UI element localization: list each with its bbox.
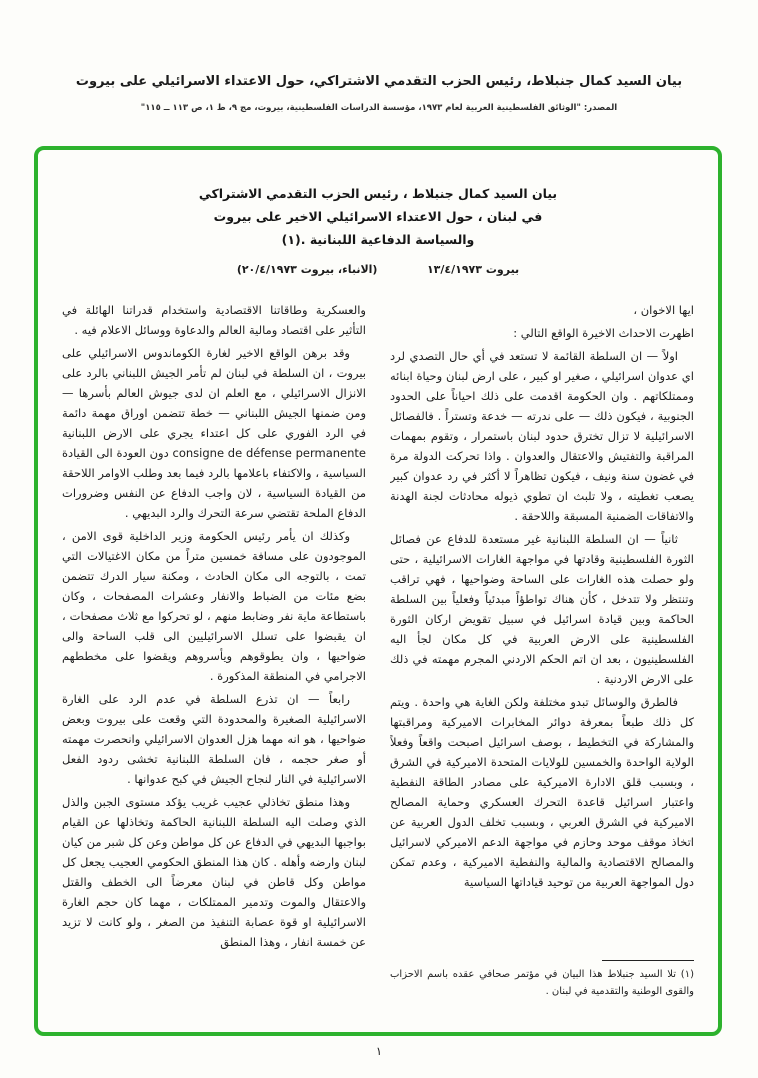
- paragraph: ثانياً — ان السلطة اللبنانية غير مستعدة للدفاع عن فصائل الثورة الفلسطينية وقادتها في مواجهة الغارات الاسرائيلية ، حتى ولو حصلت هذه الغارات على الساحة وضواحيها ، فهي تراقب وتنتظر ولا تتدخل ، كأن هناك تواطؤاً مبدئياً وفعلياً بين السلطة الحاكمة وبين قيادة اسرائيل في سبيل تقويض اركان الثورة الفلسطينية على الارض العربية في كل مكان لجأ اليه الفلسطينيون ، بعد ان اتم الحكم الاردني المجرم مهمته في ذلك على الارض الاردنية .: [390, 532, 694, 687]
- paragraph: رابعاً — ان تذرع السلطة في عدم الرد على الغارة الاسرائيلية الصغيرة والمحدودة التي وقعت على بيروت وبعض ضواحيها ، هو انه مهما هزل العدوان الاسرائيلي وانحصرت مهمته أو صغر حجمه ، فان السلطة اللبنانية تخشى ردود الفعل الاسرائيلية في النار لنجاح الجيش في كبح عدوانها .: [62, 692, 366, 787]
- column-right: [390, 300, 694, 1000]
- paragraph: اظهرت الاحداث الاخيرة الواقع التالي :: [513, 326, 694, 341]
- paragraph: اولاً — ان السلطة القائمة لا تستعد في أي حال التصدي لرد اي عدوان اسرائيلي ، صغير او كبير ، على ارض لبنان وحياة ابنائه وممتلكاتهم . وان الحكومة اقدمت على ذلك احياناً على الحدود الجنوبية ، فيكون ذلك — على ندرته — خدعة وتستراً . فالفصائل الاسرائيلية لا تزال تخترق حدود لبنان باستمرار ، وتقوم بمهمات المراقبة والتفتيش والاعتقال والعدوان . واذا تحركت الدولة مرة في غضون سنة ونيف ، فيكون تظاهراً لا أكثر في رد عدوان كبير يصعب تغطيته ، ولا تلبث ان تطوي ذيوله محادثات لجنة الهدنة والاتفاقات الضمنية المسبقة واللاحقة .: [390, 349, 694, 524]
- source-citation-line: المصدر: "الوثائق الفلسطينية العربية لعام ١٩٧٣، مؤسسة الدراسات الفلسطينية، بيروت، مج ٩، ط ١، ص ١١٣ ــ ١١٥": [140, 103, 618, 113]
- paragraph: والعسكرية وطاقاتنا الاقتصادية واستخدام قدراتنا الهائلة في التأثير على اقتصاد ومالية العالم والدعاوة ووسائل الاعلام فيه .: [62, 303, 366, 338]
- document-title-line-3: والسياسة الدفاعية اللبنانية .(١): [281, 232, 475, 248]
- document-green-frame: [34, 146, 722, 1036]
- paragraph: وهذا منطق تخاذلي عجيب غريب يؤكد مستوى الجبن والذل الذي وصلت اليه السلطة اللبنانية الحاكمة وتخاذلها عن القيام بواجبها البديهي في الدفاع عن كل مواطن وعن كل شبر من كيان لبنان وارضه وأهله . كان هذا المنطق الحكومي العجيب يجعل كل مواطن وكل قاطن في لبنان معرضاً الى الخطف والقتل والاعتقال والموت وتدمير الممتلكات ، مهما كان حجم الغارة الاسرائيلية او قوة عصابة التنفيذ من الصغر ، ولو كانت لا تزيد عن خمسة انفار ، وهذا المنطق: [62, 795, 366, 950]
- dateline: [62, 263, 694, 276]
- footnote-text: (١) تلا السيد جنبلاط هذا البيان في مؤتمر صحافي عقده باسم الاحزاب والقوى الوطنية والتقدمية في لبنان .: [390, 969, 694, 997]
- paragraph: فالطرق والوسائل تبدو مختلفة ولكن الغاية هي واحدة . ويتم كل ذلك طبعاً بمعرفة دوائر المخابرات الاميركية ومراقبتها والمشاركة في التخطيط ، بوصف اسرائيل اصبحت واقعاً وفعلاً الولاية الواحدة والخمسين للولايات المتحدة الاميركية في الشرق ، وبسبب قلق الادارة الاميركية على مصادر الطاقة النفطية واعتبار اسرائيل قاعدة التحرك العسكري وحماية المصالح الاميركية في الشرق العربي ، وبسبب تخلف الدول العربية عن اتخاذ موقف موحد وحازم في مواجهة الدعم الاميركي لاسرائيل والمصالح الاقتصادية والمالية والنفطية الاميركية ، وعدم تمكن دول المواجهة العربية من توحيد قياداتها السياسية: [390, 695, 694, 890]
- column-left: [62, 300, 366, 1000]
- document-title-line-2: في لبنان ، حول الاعتداء الاسرائيلي الاخير على بيروت: [213, 209, 543, 225]
- dateline-source: (الانباء، بيروت ٢٠/٤/١٩٧٣): [236, 263, 378, 277]
- two-column-body: [62, 300, 694, 1000]
- page-number: ١: [375, 1044, 383, 1058]
- document-title-line-1: بيان السيد كمال جنبلاط ، رئيس الحزب التقدمي الاشتراكي: [198, 186, 558, 201]
- document-title: [62, 182, 694, 251]
- page-header-title: بيان السيد كمال جنبلاط، رئيس الحزب التقدمي الاشتراكي، حول الاعتداء الاسرائيلي على بيروت: [75, 74, 683, 89]
- dateline-place: بيروت ١٣/٤/١٩٧٣: [426, 263, 520, 277]
- footnote-block: [390, 952, 694, 1000]
- column-right-text: [390, 300, 694, 952]
- paragraph: وكذلك ان يأمر رئيس الحكومة وزير الداخلية قوى الامن ، الموجودون على مسافة خمسين متراً من مكان الاغتيالات التي تمت ، بالتوجه الى مكان الحادث ، ومكنة سيار الدرك تتضمن بضع مئات من الضباط والانفار وعشرات المصفحات ، وكان باستطاعة ماية نفر وضابط منهم ، لو تحركوا مع ثلاث مصفحات ، ان يقبضوا على تسلل الاسرائيليين الى قلب الساحة والى ضواحيها ، وان يطوقوهم ويأسروهم ويقضوا على مخططهم الاجرامي في المنطقة المذكورة .: [62, 529, 366, 684]
- footnote-divider: [602, 960, 694, 961]
- paragraph: وقد برهن الواقع الاخير لغارة الكوماندوس الاسرائيلي على بيروت ، ان السلطة في لبنان لم تأمر الجيش اللبناني بالرد على الانزال الاسرائيلي ، مع العلم ان لدى جيوش العالم بأسرها — ومن ضمنها الجيش اللبناني — خطة تتضمن اوراق مهمة دائمة في الرد الفوري على كل اعتداء يجري على الارض اللبنانية consigne de défense permanente دون العودة الى القيادة السياسية ، والاكتفاء باعلامها بالرد فيما بعد وطلب الاوامر اللاحقة من القيادة السياسية ، لان واجب الدفاع عن النفس وضرورات الدفاع الملحة تقتضي سرعة التحرك والرد البديهي .: [62, 346, 366, 521]
- paragraph: ايها الاخوان ،: [633, 303, 694, 318]
